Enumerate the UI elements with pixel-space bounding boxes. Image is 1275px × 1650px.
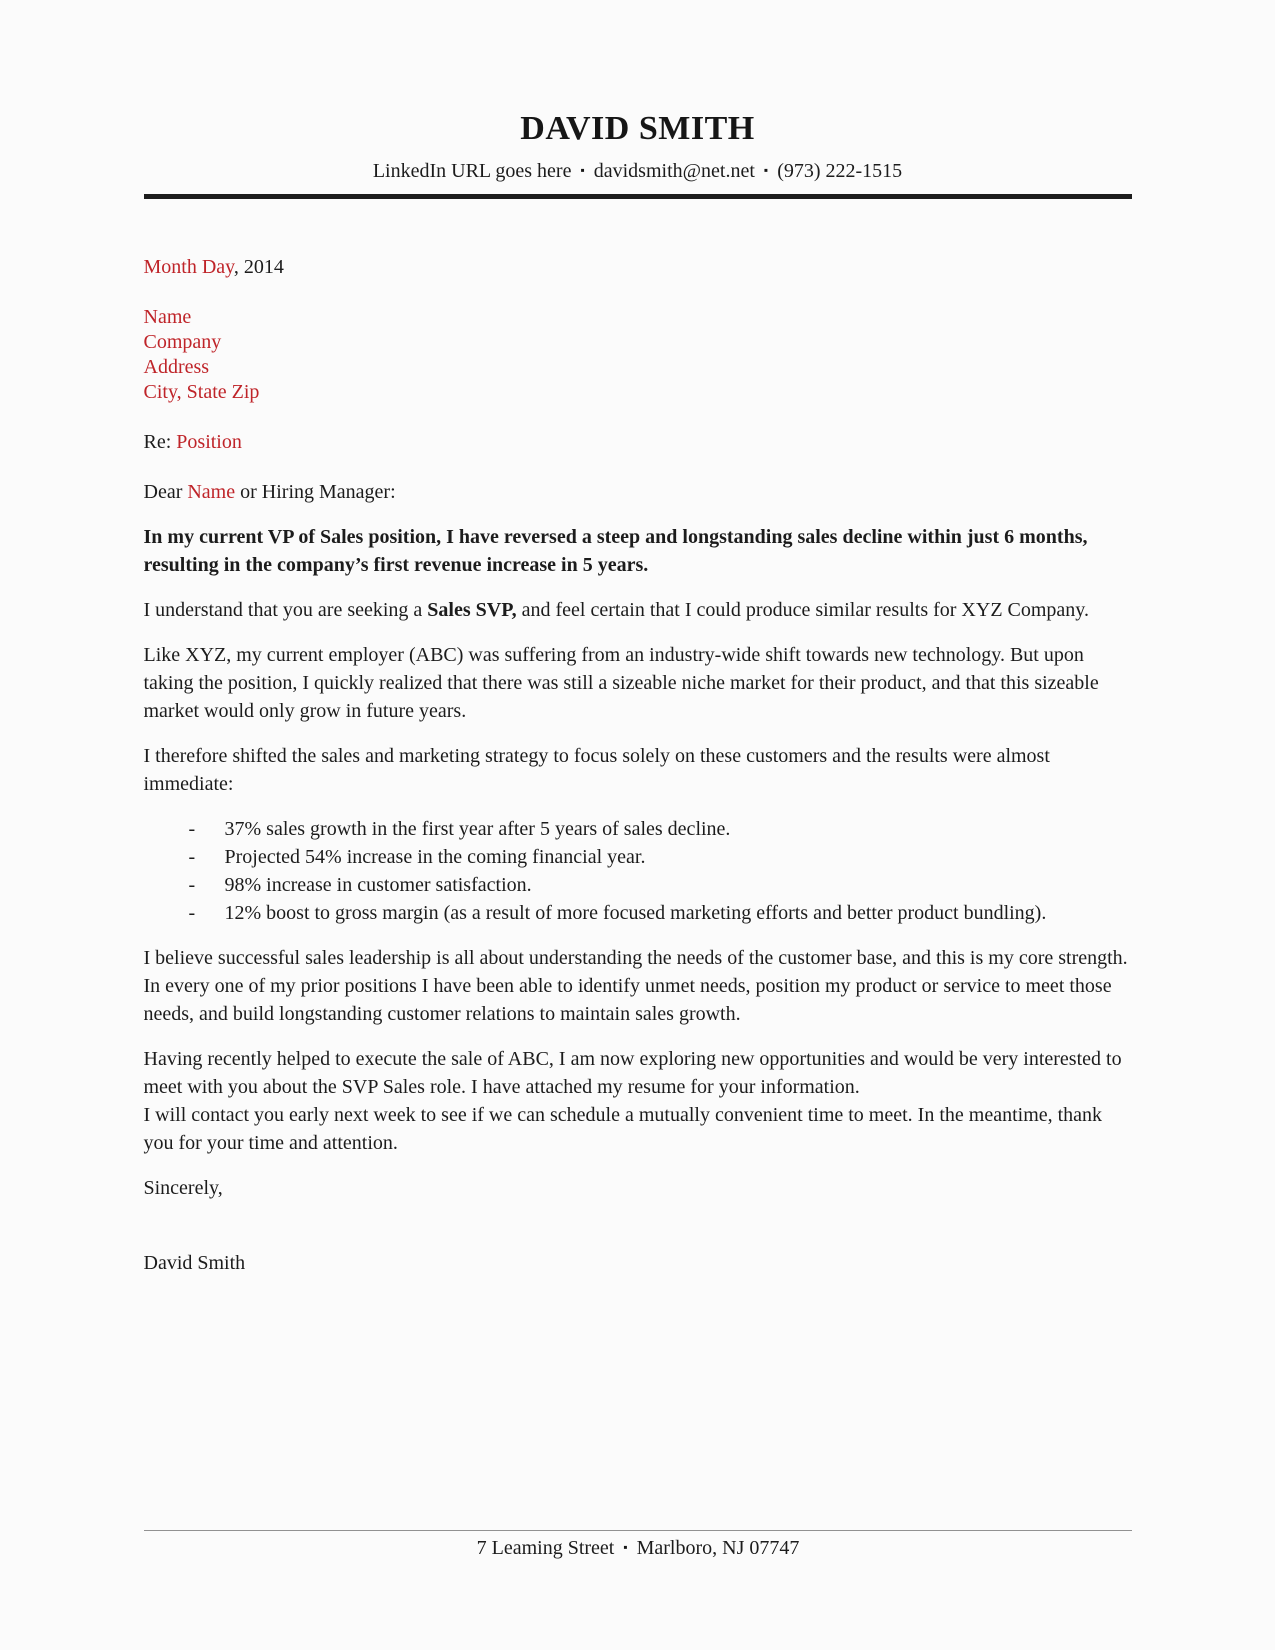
candidate-name-heading: DAVID SMITH [520,110,755,147]
recipient-block [144,305,1132,405]
paragraph-seeking [144,596,1132,624]
square-separator-icon: ▪ [623,1540,628,1554]
footer-street: 7 Leaming Street [476,1537,615,1559]
letter-body [144,253,1132,1277]
square-separator-icon: ▪ [763,163,769,177]
contact-line [0,160,1275,183]
dash-bullet-icon: - [188,874,196,896]
paragraph-having-line1: Having recently helped to execute the sale of ABC, I am now exploring new opportunities and would be very interested to meet with you about the SVP Sales role. I have attached my resume for your information. [143,1048,1122,1098]
paragraph-seeking-role-bold: Sales SVP, [427,599,517,621]
paragraph-achievement-bold: In my current VP of Sales position, I have reversed a steep and longstanding sales decline within just 6 months, resulting in the company’s first revenue increase in 5 years. [143,526,1088,576]
re-label: Re: [143,431,177,453]
square-separator-icon: ▪ [580,163,585,177]
bullet-gross-margin [144,899,1132,927]
paragraph-having [144,1045,1132,1157]
dash-bullet-icon: - [188,846,196,868]
signature-name: David Smith [143,1252,246,1274]
paragraph-strategy: I therefore shifted the sales and marketing strategy to focus solely on these customers and the results were almost immediate: [143,745,1050,795]
salutation-suffix: or Hiring Manager: [235,481,396,503]
salutation-name-placeholder: Name [187,481,236,503]
header-double-rule [144,194,1132,199]
re-line [144,428,1132,456]
recipient-company: Company [143,331,222,353]
footer-address-line [144,1537,1132,1560]
recipient-name: Name [143,306,192,328]
results-bullet-list [144,815,1132,927]
letter-header [0,0,1275,199]
bullet-sales-growth [144,815,1132,843]
letter-footer [144,1530,1132,1560]
bullet-text: 37% sales growth in the first year after 5 years of sales decline. [224,818,731,840]
salutation-prefix: Dear [143,481,188,503]
bullet-customer-satisfaction [144,871,1132,899]
paragraph-seeking-pre: I understand that you are seeking a [143,599,428,621]
bullet-text: Projected 54% increase in the coming financial year. [224,846,646,868]
footer-city-state-zip: Marlboro, NJ 07747 [636,1537,800,1559]
email-text: davidsmith@net.net [593,160,755,182]
bullet-text: 12% boost to gross margin (as a result of more focused marketing efforts and better product bundling). [224,902,1047,924]
closing-line: Sincerely, [143,1177,223,1199]
date-placeholder: Month Day [143,256,234,278]
bullet-projected-increase [144,843,1132,871]
date-year: , 2014 [233,256,284,278]
recipient-city-state-zip: City, State Zip [143,381,260,403]
phone-text: (973) 222-1515 [777,160,903,182]
paragraph-like-xyz: Like XYZ, my current employer (ABC) was suffering from an industry-wide shift towards new technology. But upon taking the position, I quickly realized that there was still a sizeable niche market for their product, and that this sizeable market would only grow in future years. [143,644,1099,722]
paragraph-believe: I believe successful sales leadership is all about understanding the needs of the customer base, and this is my core strength. In every one of my prior positions I have been able to identify unmet needs, position my product or service to meet those needs, and build longstanding customer relations to maintain sales growth. [143,947,1128,1025]
salutation-line [144,478,1132,506]
linkedin-text: LinkedIn URL goes here [372,160,572,182]
dash-bullet-icon: - [188,818,196,840]
bullet-text: 98% increase in customer satisfaction. [224,874,532,896]
re-position-placeholder: Position [176,431,242,453]
paragraph-seeking-post: and feel certain that I could produce similar results for XYZ Company. [516,599,1090,621]
dash-bullet-icon: - [188,902,196,924]
recipient-address: Address [143,356,210,378]
paragraph-having-line2: I will contact you early next week to see if we can schedule a mutually convenient time to meet. In the meantime, thank you for your time and attention. [143,1104,1103,1154]
date-line [144,253,1132,281]
